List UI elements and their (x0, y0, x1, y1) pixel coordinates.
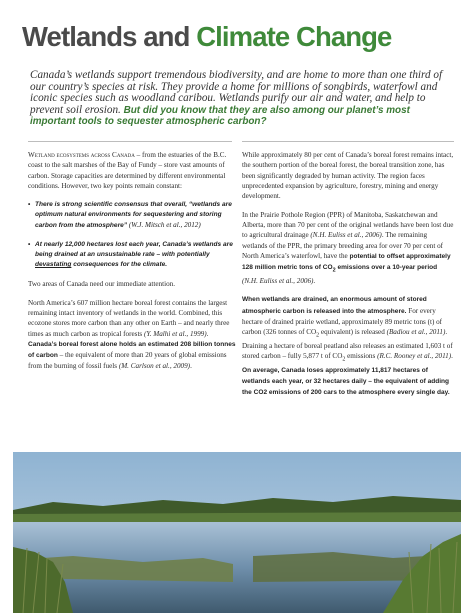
highlight-text: Canada’s boreal forest alone holds an estimated 208 billion tonnes of carbon (28, 340, 236, 359)
citation: (W.J. Mitsch et al., 2012) (127, 221, 201, 229)
right-column (242, 150, 454, 407)
title-part-1: Wetlands and (22, 21, 197, 52)
citation: (M. Carlson et al., 2009) (118, 362, 191, 371)
title-part-2: Climate Change (196, 21, 392, 52)
right-paragraph-2: In the Prairie Pothole Region (PPR) of Manitoba, Saskatchewan and Alberta, more than 70 per cent of the original wetlands have been lost due to agricultural drainage (N.H. Euliss et al., 2006). The remaining wetlands of the PPR, the primary breeding area for over 70 per cent of North America’s waterfowl, have the potential to offset approximately 128 million metric tons of $CO_2$ emissions over a 10-year period (N.H. Euliss et al., 2006). (242, 210, 454, 285)
bullet-icon: • (28, 200, 31, 208)
left-column (28, 150, 238, 380)
highlight-text: When wetlands are drained, an enormous amount of stored atmospheric carbon is released into the atmosphere. (242, 296, 427, 315)
citation: (Y. Malhi et al., 1999) (144, 329, 207, 338)
right-paragraph-1: While approximately 80 per cent of Canada’s boreal forest remains intact, the southern portion of the boreal forest, the boreal transition zone, has been significantly degraded by human activity. The region faces unprecedented expansion by agriculture, forestry, mining and energy development. (242, 151, 454, 200)
bullet-point-2: • At nearly 12,000 hectares lost each year, Canada’s wetlands are being drained at an unsustainable rate – with potentially devastating consequences for the climate. (28, 240, 233, 269)
lead-in: Wetland ecosystems across Canada (28, 151, 135, 159)
left-paragraph-3: North America’s 607 million hectare boreal forest contains the largest remaining intact inventory of wetlands in the world. Combined, this ecozone stores more carbon than any other on Earth – and nearly three times as much carbon as tropical forests (Y. Malhi et al., 1999). Canada’s boreal forest alone holds an estimated 208 billion tonnes of carbon – the equivalent of more than 20 years of global emissions from the burning of fossil fuels (M. Carlson et al., 2009). (28, 298, 236, 371)
intro-question: But did you know that they are also among our planet’s most important tools to sequester atmospheric carbon? (30, 104, 410, 128)
divider-left (28, 141, 232, 142)
intro-text: Canada’s wetlands support tremendous biodiversity, and are home to more than one third of our country’s species at risk. They provide a home for millions of songbirds, waterfowl and iconic species such as woodland caribou. Wetlands purify our air and water, and help to prevent soil erosion. (30, 69, 443, 116)
left-paragraph-2: Two areas of Canada need our immediate attention. (28, 280, 176, 288)
highlight-text: On average, Canada loses approximately 11,817 hectares of wetlands each year, or 32 hectares daily – the equivalent of adding the CO2 emissions of 200 cars to the atmosphere every single day. (242, 366, 450, 397)
highlight-text: potential to offset approximately 128 million metric tons of $CO_2$ emissions over a 10-year period (242, 252, 451, 274)
citation: (R.C. Rooney et al., 2011) (377, 351, 452, 360)
intro-paragraph (30, 70, 450, 128)
citation: (N.H. Euliss et al., 2006) (242, 276, 314, 285)
citation: (N.H. Euliss et al., 2006) (310, 231, 382, 240)
left-paragraph-1: Wetland ecosystems across Canada – from the estuaries of the B.C. coast to the salt marshes of the Bay of Fundy – store vast amounts of carbon. Storage capacities are determined by different environmental conditions. However, two key points remain constant: (28, 151, 227, 190)
page-title (22, 20, 462, 54)
bullet-icon: • (28, 240, 31, 248)
right-paragraph-3: When wetlands are drained, an enormous amount of stored atmospheric carbon is released into the atmosphere. For every hectare of drained prairie wetland, approximately 89 metric tons (t) of carbon (326 tonnes of $CO_2$ equivalent) is released (Badiou et al., 2011). Draining a hectare of boreal peatland also releases an estimated 1,603 t of stored carbon – fully 5,877 t of $CO_2$ emissions (R.C. Rooney et al., 2011). On average, Canada loses approximately 11,817 hectares of wetlands each year, or 32 hectares daily – the equivalent of adding the CO2 emissions of 200 cars to the atmosphere every single day. (242, 296, 453, 397)
citation: (Badiou et al., 2011) (386, 328, 446, 337)
wetland-photo (13, 452, 461, 613)
divider-right (242, 141, 454, 142)
bullet-point-1: • There is strong scientific consensus that overall, “wetlands are optimum natural environments for sequestering and storing carbon from the atmosphere” (W.J. Mitsch et al., 2012) (28, 200, 232, 229)
